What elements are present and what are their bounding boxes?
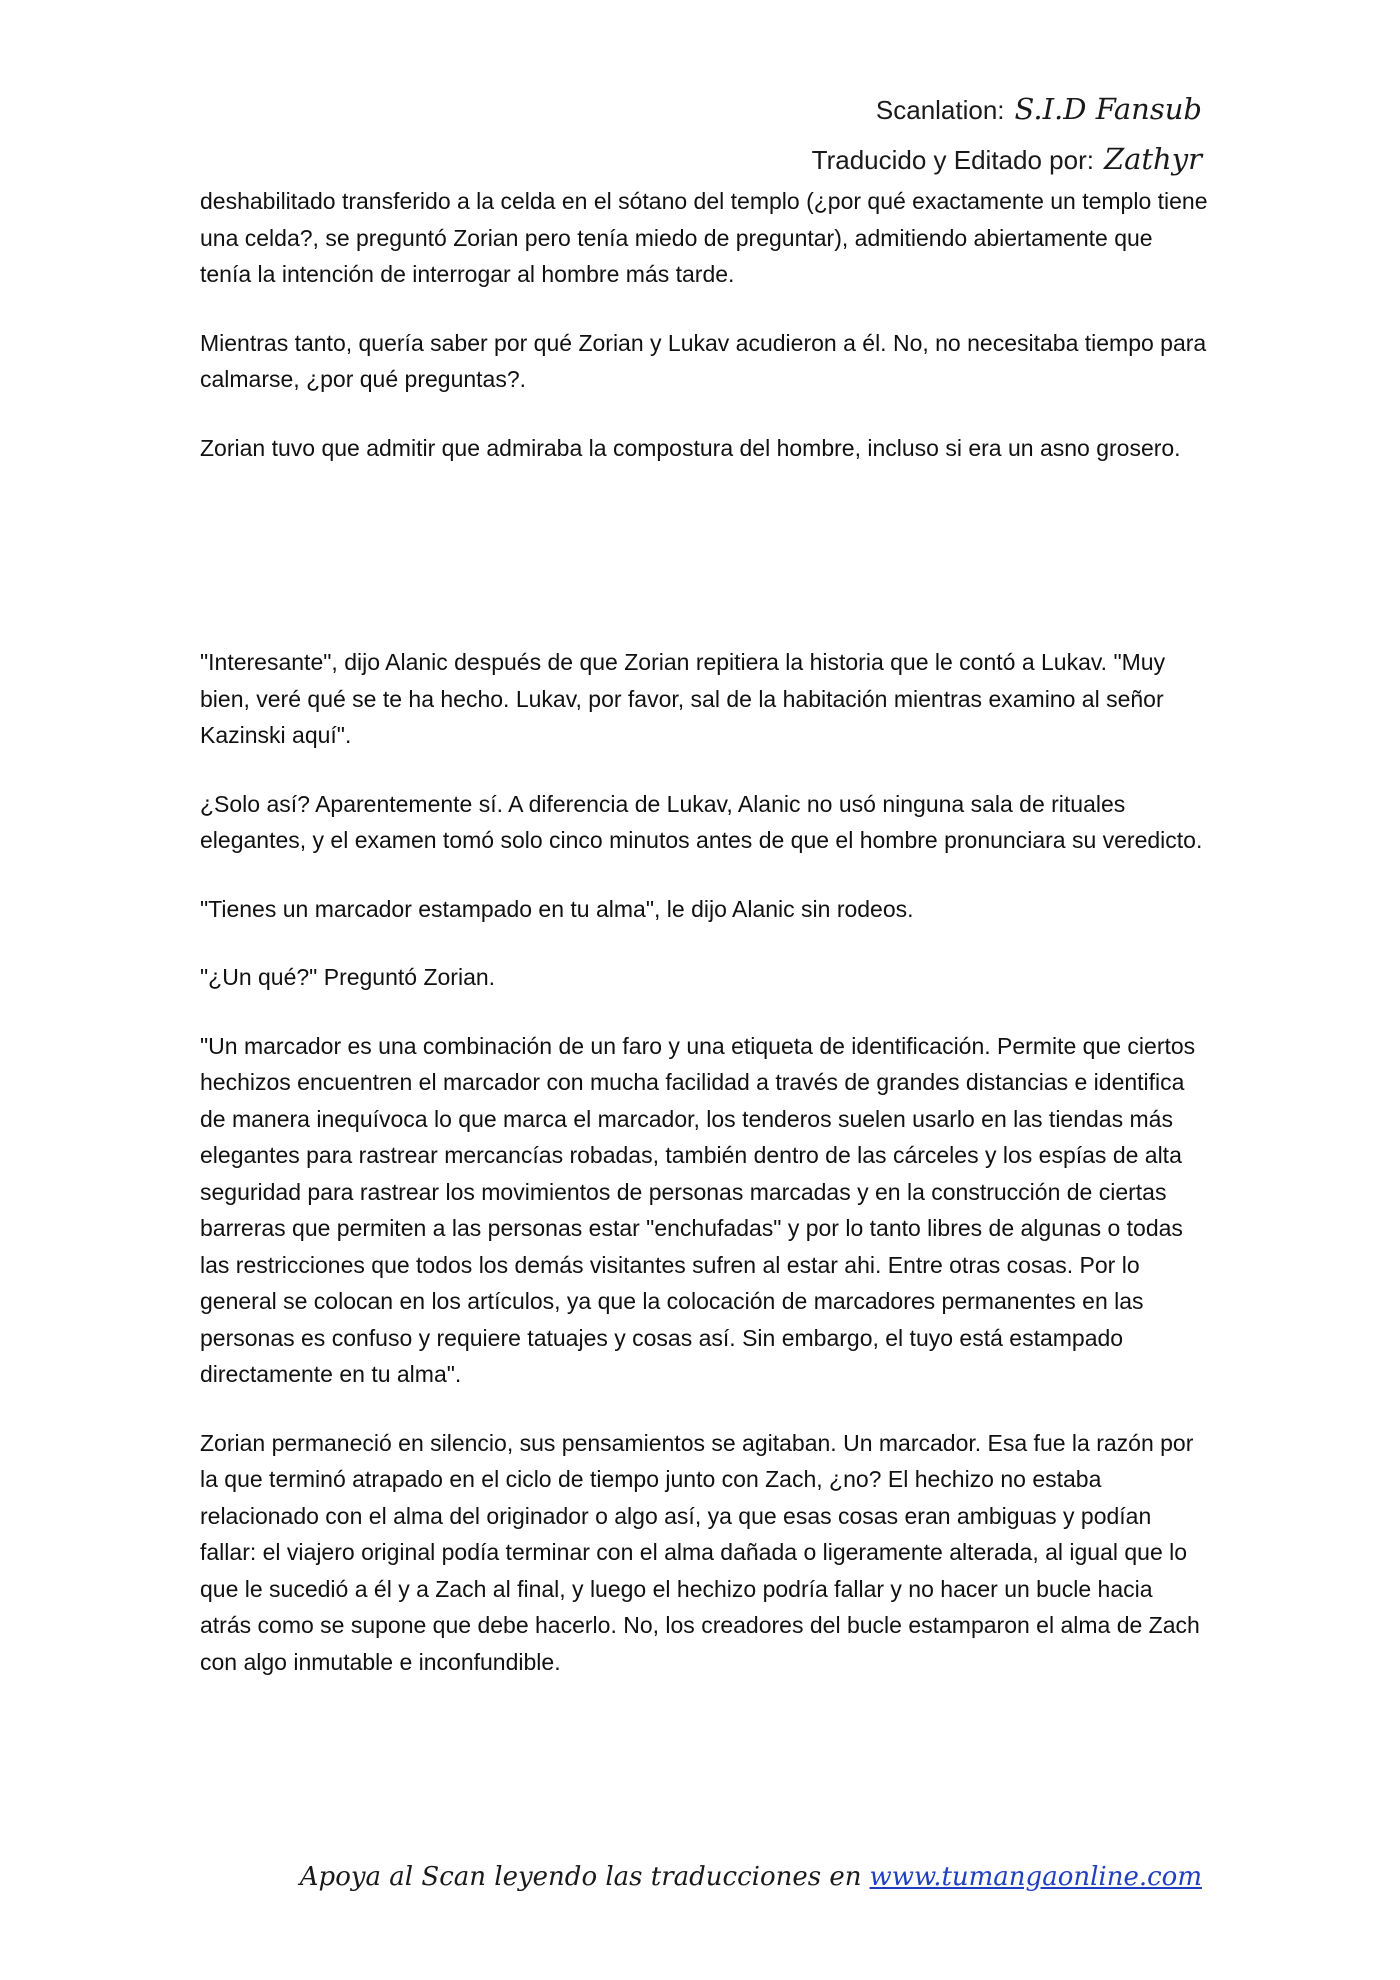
section-break: [200, 498, 1210, 644]
footer-text: Apoya al Scan leyendo las traducciones en: [299, 1862, 862, 1892]
paragraph: Mientras tanto, quería saber por qué Zorian y Lukav acudieron a él. No, no necesitaba tiempo para calmarse, ¿por qué preguntas?.: [200, 329, 1207, 392]
translator-credit: [812, 142, 1202, 176]
chapter-text: [200, 183, 1210, 1712]
scanlation-label: Scanlation:: [875, 95, 1005, 125]
translator-label: Traducido y Editado por:: [811, 145, 1094, 175]
paragraph: "Interesante", dijo Alanic después de que Zorian repitiera la historia que le contó a Lukav. "Muy bien, veré qué se te ha hecho. Lukav, por favor, sal de la habitación mientras examino al señor Kazinski aquí".: [200, 649, 1166, 748]
footer-support-note: [300, 1862, 1202, 1892]
paragraph: "Un marcador es una combinación de un faro y una etiqueta de identificación. Permite que ciertos hechizos encuentren el marcador con mucha facilidad a través de grandes distancias e identifica de manera inequívoca lo que marca el marcador, los tenderos suelen usarlo en las tiendas más elegantes para rastrear mercancías robadas, también dentro de las cárceles y los espías de alta seguridad para rastrear los movimientos de personas marcadas y en la construcción de ciertas barreras que permiten a las personas estar "enchufadas" y por lo tanto libres de algunas o todas las restricciones que todos los demás visitantes sufren al estar ahi. Entre otras cosas. Por lo general se colocan en los artículos, ya que la colocación de marcadores permanentes en las personas es confuso y requiere tatuajes y cosas así. Sin embargo, el tuyo está estampado directamente en tu alma".: [200, 1032, 1196, 1387]
paragraph: ¿Solo así? Aparentemente sí. A diferencia de Lukav, Alanic no usó ninguna sala de rituales elegantes, y el examen tomó solo cinco minutos antes de que el hombre pronunciara su veredicto.: [200, 790, 1203, 853]
paragraph: Zorian tuvo que admitir que admiraba la compostura del hombre, incluso si era un asno grosero.: [200, 434, 1181, 461]
paragraph: "¿Un qué?" Preguntó Zorian.: [200, 964, 496, 990]
paragraph: deshabilitado transferido a la celda en el sótano del templo (¿por qué exactamente un templo tiene una celda?, se preguntó Zorian pero tenía miedo de preguntar), admitiendo abiertamente que tenía la intención de interrogar al hombre más tarde.: [200, 188, 1208, 287]
footer-link[interactable]: www.tumangaonline.com: [869, 1862, 1202, 1892]
paragraph: Zorian permaneció en silencio, sus pensamientos se agitaban. Un marcador. Esa fue la razón por la que terminó atrapado en el ciclo de tiempo junto con Zach, ¿no? El hechizo no estaba relacionado con el alma del originador o algo así, ya que esas cosas eran ambiguas y podían fallar: el viajero original podía terminar con el alma dañada o ligeramente alterada, al igual que lo que le sucedió a él y a Zach al final, y luego el hechizo podría fallar y no hacer un bucle hacia atrás como se supone que debe hacerlo. No, los creadores del bucle estamparon el alma de Zach con algo inmutable e inconfundible.: [200, 1429, 1200, 1675]
scanlation-credit: [876, 92, 1202, 126]
translator-name: Zathyr: [1103, 142, 1202, 176]
paragraph: "Tienes un marcador estampado en tu alma", le dijo Alanic sin rodeos.: [200, 895, 914, 922]
scanlation-group: S.I.D Fansub: [1014, 92, 1202, 126]
